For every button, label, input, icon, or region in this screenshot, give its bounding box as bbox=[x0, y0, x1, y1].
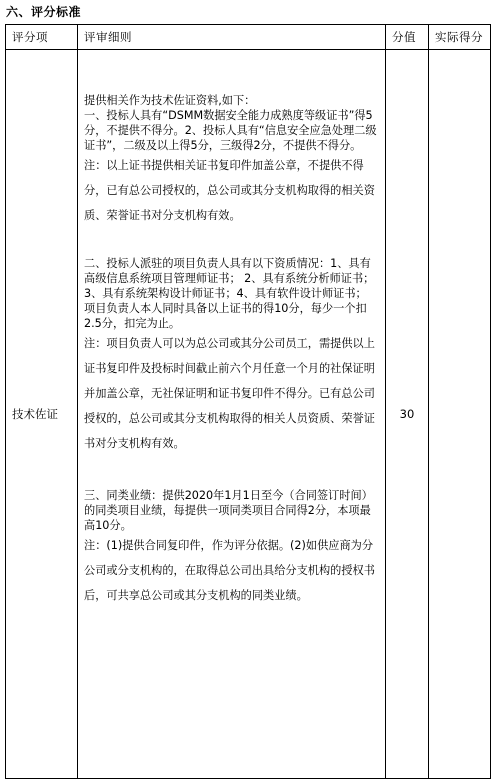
details-part-1: 一、投标人具有“DSMM数据安全能力成熟度等级证书”得5分，不提供不得分。2、投标人具有“信息安全应急处理二级证书”，二级及以上得5分，三级得2分，不提供不得分。 bbox=[84, 109, 377, 152]
header-score: 分值 bbox=[386, 25, 429, 50]
actual-score-cell bbox=[429, 50, 491, 779]
section-title: 六、评分标准 bbox=[6, 5, 82, 19]
details-part-3: 三、同类业绩：提供2020年1月1日至今（合同签订时间）的同类项目业绩，每提供一项同类项目合同得2分，本项最高10分。 bbox=[84, 489, 373, 532]
score-cell: 30 bbox=[386, 50, 429, 779]
item-cell: 技术佐证 bbox=[6, 50, 78, 779]
details-note-1: 注：以上证书提供相关证书复印件加盖公章，不提供不得分，已有总公司授权的，总公司或其分支机构取得的相关资质、荣誉证书对分支机构有效。 bbox=[84, 159, 375, 222]
header-details: 评审细则 bbox=[78, 25, 386, 50]
details-cell bbox=[78, 50, 386, 779]
header-actual-score: 实际得分 bbox=[429, 25, 491, 50]
details-part-2: 二、投标人派驻的项目负责人具有以下资质情况：1、具有高级信息系统项目管理师证书； 2、具有系统分析师证书； 3、具有系统架构设计师证书；4、具有软件设计师证书； 项目负责人本人同时具备以上证书的得10分，每少一个扣2.5分，扣完为止。 bbox=[84, 257, 375, 330]
scoring-table bbox=[5, 24, 491, 779]
details-note-3: 注：(1)提供合同复印件，作为评分依据。(2)如供应商为分公司或分支机构的，在取得总公司出具给分支机构的授权书后，可共享总公司或其分支机构的同类业绩。 bbox=[84, 539, 375, 602]
table-header-row bbox=[6, 25, 491, 50]
details-note-2: 注：项目负责人可以为总公司或其分公司员工，需提供以上证书复印件及投标时间截止前六个月任意一个月的社保证明并加盖公章，无社保证明和证书复印件不得分。已有总公司授权的，总公司或其分支机构取得的相关人员资质、荣誉证书对分支机构有效。 bbox=[84, 337, 375, 450]
table-row bbox=[6, 50, 491, 779]
details-intro: 提供相关作为技术佐证资料,如下： bbox=[84, 94, 256, 107]
header-item: 评分项 bbox=[6, 25, 78, 50]
